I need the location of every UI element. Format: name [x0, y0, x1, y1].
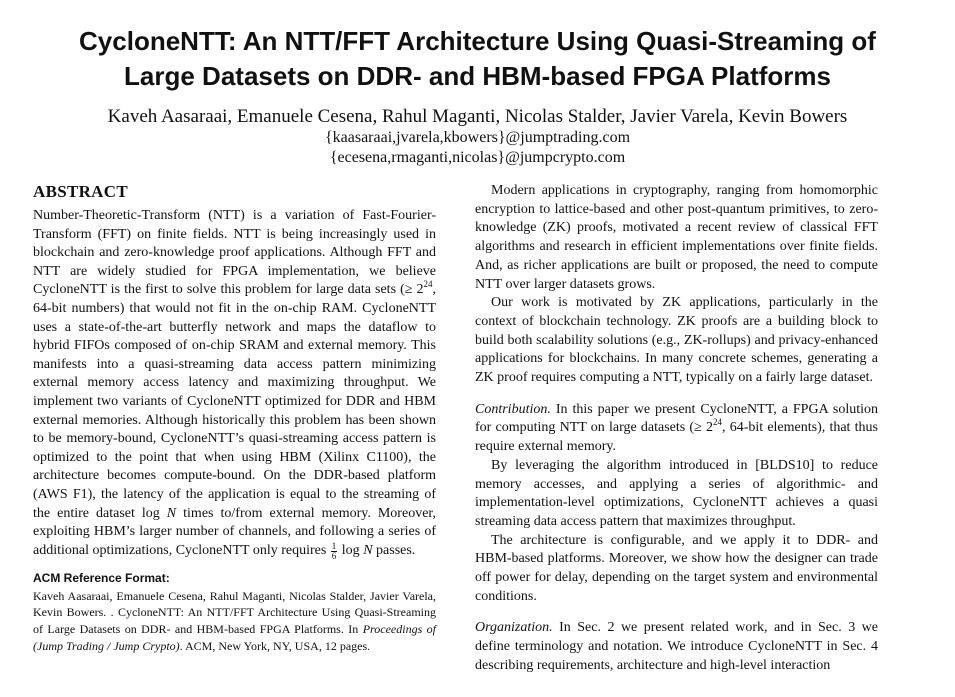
abstract-exponent: 24 — [423, 279, 433, 290]
right-column — [475, 182, 878, 676]
contribution-text-b: , 64-bit elements), that thus require external memory. — [475, 420, 878, 455]
left-column — [33, 182, 436, 655]
reference-format-body — [33, 588, 436, 655]
abstract-fraction — [331, 542, 338, 561]
reference-venue: Proceedings of (Jump Trading / Jump Crypto) — [33, 622, 437, 654]
fraction-numerator: 1 — [331, 540, 337, 551]
author-list: Kaveh Aasaraai, Emanuele Cesena, Rahul Maganti, Nicolas Stalder, Javier Varela, Kevin Bowers — [107, 106, 848, 127]
intro-paragraph-5: The architecture is configurable, and we apply it to DDR- and HBM-based platforms. Moreover, we show how the designer can trade off power for delay, depending on the target system and environmental conditions. — [475, 532, 878, 604]
abstract-text-c: times to/from external memory. Moreover, exploiting HBM’s larger number of channels, and following a series of additional optimizations, CycloneNTT only requires — [33, 505, 437, 558]
reference-format-heading: ACM Reference Format: — [33, 570, 170, 585]
abstract-var-n2: N — [363, 542, 373, 558]
organization-paragraph — [475, 619, 878, 675]
intro-paragraph-1: Modern applications in cryptography, ranging from homomorphic encryption to lattice-based and other post-quantum primitives, to zero-knowledge (ZK) proofs, motivated a recent review of classical FFT algorithms and research in efficient implementations over finite fields. And, as richer applications are built or proposed, the need to compute NTT over larger datasets grows. — [475, 183, 878, 292]
reference-text-b: . ACM, New York, NY, USA, 12 pages. — [179, 639, 371, 654]
abstract-text-d: log — [338, 542, 364, 558]
abstract-var-n1: N — [166, 505, 177, 521]
intro-paragraph-4: By leveraging the algorithm introduced in [BLDS10] to reduce memory accesses, and applying a series of algorithmic- and implementation-level optimizations, CycloneNTT achieves a quasi streaming data access pattern that maximizes throughput. — [475, 457, 878, 529]
fraction-denominator: 6 — [331, 550, 337, 561]
abstract-heading: ABSTRACT — [33, 182, 128, 201]
contribution-exponent: 24 — [712, 417, 722, 428]
paragraph-gap — [475, 388, 878, 401]
contribution-label: Contribution. — [475, 401, 551, 417]
paper-title — [20, 24, 935, 94]
abstract-text-a: Number-Theoretic-Transform (NTT) is a variation of Fast-Fourier-Transform (FFT) on finite fields. NTT is being increasingly used in blockchain and zero-knowledge proof applications. Although FFT and NTT are widely studied for FPGA implementation, we believe CycloneNTT is the first to solve this problem for large data sets (≥ 2 — [33, 208, 436, 298]
organization-text: In Sec. 2 we present related work, and in Sec. 3 we define terminology and notation. We introduce CycloneNTT in Sec. 4 describing requirements, architecture and high-level interaction — [475, 620, 878, 673]
reference-text-a: Kaveh Aasaraai, Emanuele Cesena, Rahul Maganti, Nicolas Stalder, Javier Varela, Kevin Bowers. . CycloneNTT: An NTT/FFT Architecture Using Quasi-Streaming of Large Datasets on DDR- and HBM-based FPGA Platforms. In — [33, 588, 436, 637]
abstract-text-b: , 64-bit numbers) that would not fit in the on-chip RAM. CycloneNTT uses a state-of-the-art butterfly network and maps the dataflow to hybrid FIFOs composed of on-chip SRAM and external memory. This manifests into a quasi-streaming data access pattern minimizing external memory access latency and maximizing throughput. We implement two variants of CycloneNTT optimized for DDR and HBM external memories. Although historically this problem has been shown to be memory-bound, CycloneNTT’s quasi-streaming access pattern is optimized to the point that when using HBM (Xilinx C1100), the architecture becomes compute-bound. On the DDR-based platform (AWS F1), the latency of the application is equal to the streaming of the entire dataset log — [33, 282, 436, 521]
contribution-paragraph — [475, 401, 878, 457]
title-line-1: CycloneNTT: An NTT/FFT Architecture Using Quasi-Streaming of — [79, 26, 876, 56]
email-line-1: {kaasaraai,jvarela,kbowers}@jumptrading.com — [324, 129, 631, 146]
title-line-2: Large Datasets on DDR- and HBM-based FPGA Platforms — [124, 61, 831, 91]
paragraph-gap — [475, 606, 878, 619]
abstract-body — [33, 207, 436, 561]
email-line-2: {ecesena,rmaganti,nicolas}@jumpcrypto.com — [329, 149, 626, 166]
contribution-text-a: In this paper we present CycloneNTT, a FPGA solution for computing NTT on large datasets (≥ 2 — [475, 401, 878, 436]
intro-paragraph-2: Our work is motivated by ZK applications, particularly in the context of blockchain technology. ZK proofs are a building block to build both scalability solutions (e.g., ZK-rollups) and privacy-enhanced applications for blockchains. In many concrete schemes, generating a ZK proof requires computing a NTT, typically on a fairly large dataset. — [475, 295, 878, 386]
abstract-text-e: passes. — [372, 542, 416, 558]
organization-label: Organization. — [475, 620, 553, 636]
